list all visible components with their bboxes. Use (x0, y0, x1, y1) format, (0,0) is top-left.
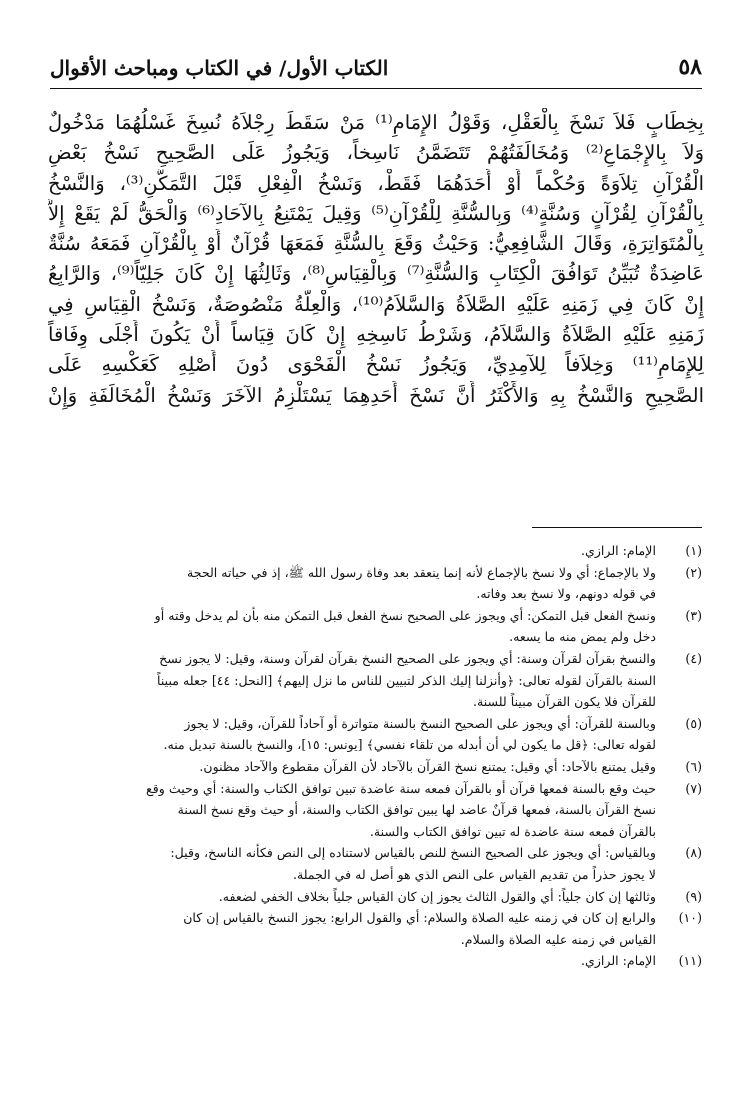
text-line: الصَّحِيحِ وَالنَّسْخُ بِهِ وَالأَكْثَرُ أَنَّ نَسْخَ أَحَدِهِمَا يَسْتَلْزِمُ الآخَرَ وَنَسْخُ الْمُخَالَفَةِ وَإِنْ (48, 383, 704, 407)
footnote-line: القياس في زمنه عليه الصلاة والسلام. (460, 931, 656, 947)
footnote-number: (١١) (678, 953, 702, 969)
page-header (50, 52, 702, 88)
text-line: زَمَنِهِ عَلَيْهِ الصَّلاَةُ وَالسَّلاَمُ، وَشَرْطُ نَاسِخِهِ إِنْ كَانَ قِيَاساً أَنْ يَكُونَ أَجْلَى وِفَاقاً (48, 323, 704, 347)
footnote-line: الإمام: الرازي. (580, 543, 656, 558)
footnote-line: في قوله دونهم، ولا نسخ بعد وفاته. (476, 586, 656, 602)
main-text (48, 108, 704, 504)
footnote-number: (٩) (685, 888, 702, 904)
footnote-line: بالقرآن فمعه سنة عاضدة له تبين توافق الكتاب والسنة. (369, 823, 656, 839)
footnotes (48, 540, 702, 972)
footnote (48, 540, 702, 562)
footnote-number: (٣) (685, 607, 702, 623)
footnote-number: (١) (685, 543, 702, 558)
footnote (48, 648, 702, 713)
text-line: لِلإِمَامِ⁽¹¹⁾ وَخِلاَفاً لِلآمِدِيِّ، وَيَجُوزُ نَسْخُ الْفَحْوَى دُونَ أَصْلِهِ كَعَكْسِهِ عَلَى (48, 353, 704, 377)
footnote-line: الإمام: الرازي. (580, 953, 656, 969)
footnote-line: للقرآن فلا يكون القرآن مبيناً للسنة. (472, 694, 656, 710)
footnote-separator (532, 527, 702, 528)
footnote-line: دخل ولم يمض منه ما يسعه. (509, 629, 656, 645)
footnote-line: ولا بالإجماع: أي ولا نسخ بالإجماع لأنه إنما ينعقد بعد وفاة رسول الله ﷺ، إذ في حياته الحجة (186, 564, 656, 580)
footnote-line: لقوله تعالى: ﴿قل ما يكون لي أن أبدله من تلقاء نفسي﴾ [يونس: ١٥]، والنسخ بالسنة تبديل منه. (163, 737, 656, 753)
footnote-line: وثالثها إن كان جلياً: أي والقول الثالث يجوز إن كان القياس جلياً بخلاف الخفي لضعفه. (218, 888, 656, 904)
footnote-number: (٥) (685, 715, 702, 731)
footnote-line: السنة بالقرآن لقوله تعالى: ﴿وأنزلنا إليك الذكر لتبيين للناس ما نزل إليهم﴾ [النحل: ٤٤] جعله مبيناً (157, 672, 656, 688)
footnote-line: وبالسنة للقرآن: أي ويجوز على الصحيح النسخ بالسنة متواترة أو آحاداً للقرآن، وقيل: لا يجوز (184, 715, 656, 731)
text-line: وَلاَ بِالإِجْمَاعِ⁽²⁾ وَمُخَالَفَتُهُمْ تَتَضَمَّنُ نَاسِخاً، وَيَجُوزُ عَلَى الصَّحِيحِ نَسْخُ بَعْضِ (48, 141, 704, 165)
footnote-line: لا يجوز حذراً من تقديم القياس على النص الذي هو أصل له في الجملة. (292, 866, 656, 882)
footnote (48, 605, 702, 648)
footnote (48, 950, 702, 972)
text-line: بِالْقُرْآنِ لِقُرْآنٍ وَسُنَّةٍ⁽⁴⁾ وَبِالسُّنَّةِ لِلْقُرْآنِ⁽⁵⁾ وَقِيلَ يَمْتَنِعُ بِالآحَادِ⁽⁶⁾ وَالْحَقُّ لَمْ يَقَعْ إِلاَّ (48, 201, 704, 225)
footnote (48, 778, 702, 843)
footnote (48, 886, 702, 908)
footnote-number: (٤) (685, 650, 702, 666)
text-line: بِخِطَابٍ فَلاَ نَسْخَ بِالْعَقْلِ، وَقَوْلُ الإِمَامِ⁽¹⁾ مَنْ سَقَطَ رِجْلاَهُ نُسِخَ غَسْلُهُمَا مَدْخُولٌ (48, 111, 704, 134)
footnote-number: (٨) (685, 845, 702, 861)
footnote-line: نسخ القرآن بالسنة، فمعها قرآنٌ عاضد لها يبين توافق الكتاب والسنة، أو حيث وقع نسخ السنة (177, 802, 656, 818)
text-line: إِنْ كَانَ فِي زَمَنِهِ عَلَيْهِ الصَّلاَةُ وَالسَّلاَمُ⁽¹⁰⁾، وَالْعِلَّةُ مَنْصُوصَةٌ، وَنَسْخُ الْقِيَاسِ فِي (48, 292, 704, 316)
footnote-line: حيث وقع بالسنة فمعها قرآن أو بالقرآن فمعه سنة عاضدة تبين توافق الكتاب والسنة: أي وحيث وقع (146, 780, 656, 796)
running-title: الكتاب الأول/ في الكتاب ومباحث الأقوال (50, 56, 389, 80)
page-number: ٥٨ (678, 54, 702, 80)
text-line: الْقُرْآنِ تِلاَوَةً وَحُكْماً أَوْ أَحَدَهُمَا فَقَطْ، وَنَسْخُ الْفِعْلِ قَبْلَ التَّمَكُّنِ⁽³⁾، وَالنَّسْخُ (48, 171, 704, 195)
footnote-number: (٦) (685, 758, 702, 774)
footnote-line: ونسخ الفعل قبل التمكن: أي ويجوز على الصحيح نسخ الفعل قبل التمكن منه بأن لم يدخل وقته أو (154, 607, 656, 623)
footnote (48, 907, 702, 950)
footnote-number: (١٠) (678, 910, 702, 926)
header-rule (50, 88, 702, 89)
footnote (48, 562, 702, 605)
footnote-line: وبالقياس: أي ويجوز على الصحيح النسخ للنص بالقياس لاستناده إلى النص فكأنه الناسخ، وقيل: (170, 845, 656, 861)
footnote-line: وقيل يمتنع بالآحاد: أي وقيل: يمتنع نسخ القرآن بالآحاد لأن القرآن مقطوع والآحاد مظنون. (199, 758, 656, 774)
footnote-line: والنسخ بقرآن لقرآن وسنة: أي ويجوز على الصحيح النسخ بقرآن لقرآن وسنة، وقيل: لا يجوز نسخ (159, 650, 656, 666)
footnote-number: (٢) (685, 564, 702, 580)
footnote-number: (٧) (685, 780, 702, 796)
text-line: عَاضِدَةٌ تُبَيِّنُ تَوَافُقَ الْكِتَابِ وَالسُّنَّةِ⁽⁷⁾ وَبِالْقِيَاسِ⁽⁸⁾، وَثَالِثُهَا إِنْ كَانَ جَلِيّاً⁽⁹⁾، وَالرَّابِعُ (48, 262, 704, 286)
text-line: بِالْمُتَوَاتِرَةِ، وَقَالَ الشَّافِعِيُّ: وَحَيْثُ وَقَعَ بِالسُّنَّةِ فَمَعَهَا قُرْآنٌ أَوْ بِالْقُرْآنِ فَمَعَهُ سُنَّةٌ (48, 232, 704, 256)
footnote (48, 842, 702, 885)
footnote-line: والرابع إن كان في زمنه عليه الصلاة والسلام: أي والقول الرابع: يجوز النسخ بالقياس إن كان (183, 910, 656, 926)
footnote (48, 713, 702, 756)
footnote (48, 756, 702, 778)
